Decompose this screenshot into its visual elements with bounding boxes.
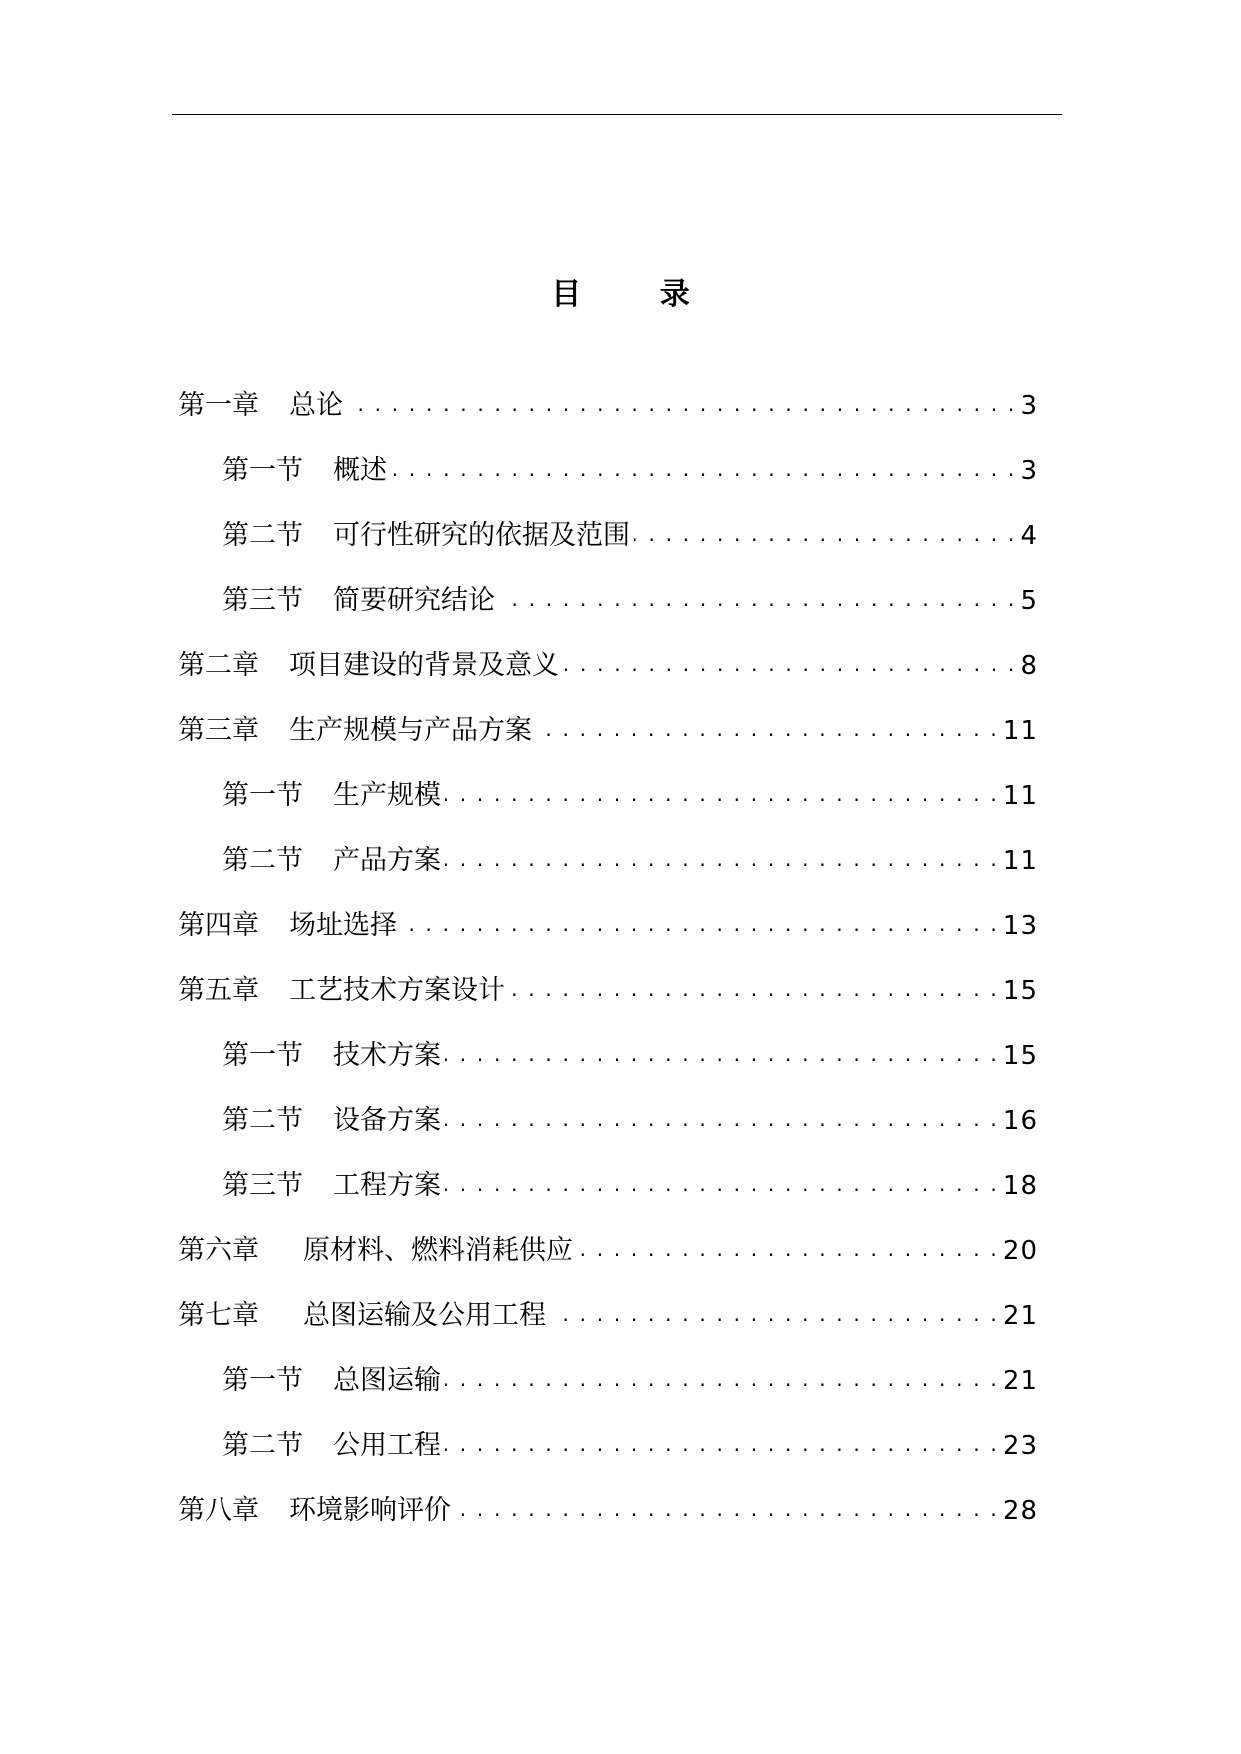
toc-leader-dots (536, 719, 999, 739)
toc-entry-number: 第六章 (178, 1235, 259, 1266)
toc-entry-page: 5 (1020, 586, 1038, 616)
toc-leader-dots (445, 1369, 999, 1389)
toc-leader-dots (445, 1109, 999, 1129)
toc-entry-page: 15 (1002, 976, 1038, 1006)
toc-leader-dots (455, 1499, 999, 1519)
toc-entry-title: 总图运输 (333, 1365, 441, 1396)
toc-entry-chapter-5[interactable] (178, 963, 1038, 1028)
toc-entry-number: 第二节 (222, 1430, 303, 1461)
toc-entry-title: 工艺技术方案设计 (289, 975, 505, 1006)
toc-entry-section-3-1[interactable] (178, 768, 1038, 833)
toc-entry-page: 13 (1002, 911, 1038, 941)
toc-entry-number: 第四章 (178, 910, 259, 941)
toc-entry-section-5-1[interactable] (178, 1028, 1038, 1093)
toc-entry-title: 公用工程 (333, 1430, 441, 1461)
toc-entry-number: 第二节 (222, 520, 303, 551)
toc-entry-page: 8 (1020, 651, 1038, 681)
toc-entry-section-1-3[interactable] (178, 573, 1038, 638)
toc-leader-dots (445, 849, 999, 869)
toc-leader-dots (509, 979, 999, 999)
toc-entry-title: 总论 (289, 390, 343, 421)
toc-leader-dots (445, 784, 999, 804)
toc-entry-number: 第二节 (222, 1105, 303, 1136)
toc-entry-page: 23 (1002, 1431, 1038, 1461)
toc-entry-number: 第三章 (178, 715, 259, 746)
toc-entry-title: 技术方案 (333, 1040, 441, 1071)
toc-leader-dots (550, 1304, 999, 1324)
toc-leader-dots (401, 914, 999, 934)
toc-entry-chapter-1[interactable] (178, 378, 1038, 443)
toc-entry-section-1-2[interactable] (178, 508, 1038, 573)
toc-entry-number: 第一节 (222, 1040, 303, 1071)
toc-entry-page: 11 (1002, 781, 1038, 811)
toc-entry-number: 第一节 (222, 455, 303, 486)
toc-entry-title: 生产规模 (333, 780, 441, 811)
toc-entry-page: 3 (1020, 391, 1038, 421)
toc-leader-dots (577, 1239, 999, 1259)
toc-entry-number: 第七章 (178, 1300, 259, 1331)
toc-entry-title: 工程方案 (333, 1170, 441, 1201)
toc-entry-title: 简要研究结论 (333, 585, 495, 616)
toc-leader-dots (445, 1434, 999, 1454)
toc-entry-section-3-2[interactable] (178, 833, 1038, 898)
toc-entry-page: 20 (1002, 1236, 1038, 1266)
toc-entry-chapter-3[interactable] (178, 703, 1038, 768)
toc-entry-chapter-4[interactable] (178, 898, 1038, 963)
toc-entry-page: 11 (1002, 716, 1038, 746)
toc-entry-chapter-8[interactable] (178, 1483, 1038, 1548)
toc-leader-dots (391, 459, 1016, 479)
table-of-contents (178, 378, 1038, 1548)
toc-entry-page: 4 (1020, 521, 1038, 551)
toc-entry-number: 第三节 (222, 585, 303, 616)
toc-entry-number: 第五章 (178, 975, 259, 1006)
toc-leader-dots (499, 589, 1016, 609)
toc-entry-number: 第一节 (222, 1365, 303, 1396)
toc-entry-title: 原材料、燃料消耗供应 (303, 1235, 573, 1266)
toc-entry-page: 21 (1002, 1366, 1038, 1396)
toc-entry-chapter-7[interactable] (178, 1288, 1038, 1353)
toc-entry-number: 第二节 (222, 845, 303, 876)
toc-leader-dots (347, 394, 1016, 414)
toc-entry-page: 21 (1002, 1301, 1038, 1331)
toc-entry-number: 第八章 (178, 1495, 259, 1526)
toc-entry-page: 3 (1020, 456, 1038, 486)
toc-entry-section-5-3[interactable] (178, 1158, 1038, 1223)
page-title: 目 录 (551, 277, 724, 313)
toc-entry-number: 第二章 (178, 650, 259, 681)
toc-entry-page: 16 (1002, 1106, 1038, 1136)
toc-leader-dots (445, 1044, 999, 1064)
toc-entry-section-5-2[interactable] (178, 1093, 1038, 1158)
toc-entry-title: 产品方案 (333, 845, 441, 876)
toc-entry-title: 概述 (333, 455, 387, 486)
toc-leader-dots (563, 654, 1016, 674)
toc-entry-page: 15 (1002, 1041, 1038, 1071)
toc-entry-title: 环境影响评价 (289, 1495, 451, 1526)
toc-leader-dots (445, 1174, 999, 1194)
toc-entry-title: 项目建设的背景及意义 (289, 650, 559, 681)
toc-entry-section-1-1[interactable] (178, 443, 1038, 508)
toc-entry-number: 第一节 (222, 780, 303, 811)
toc-entry-section-7-1[interactable] (178, 1353, 1038, 1418)
toc-entry-title: 设备方案 (333, 1105, 441, 1136)
toc-entry-title: 可行性研究的依据及范围 (333, 520, 630, 551)
toc-entry-chapter-2[interactable] (178, 638, 1038, 703)
toc-entry-title: 场址选择 (289, 910, 397, 941)
toc-entry-page: 28 (1002, 1496, 1038, 1526)
toc-entry-page: 11 (1002, 846, 1038, 876)
toc-entry-page: 18 (1002, 1171, 1038, 1201)
toc-entry-chapter-6[interactable] (178, 1223, 1038, 1288)
toc-entry-title: 总图运输及公用工程 (303, 1300, 546, 1331)
header-rule (172, 114, 1062, 115)
toc-leader-dots (634, 524, 1016, 544)
toc-entry-number: 第三节 (222, 1170, 303, 1201)
toc-entry-title: 生产规模与产品方案 (289, 715, 532, 746)
toc-entry-number: 第一章 (178, 390, 259, 421)
toc-entry-section-7-2[interactable] (178, 1418, 1038, 1483)
